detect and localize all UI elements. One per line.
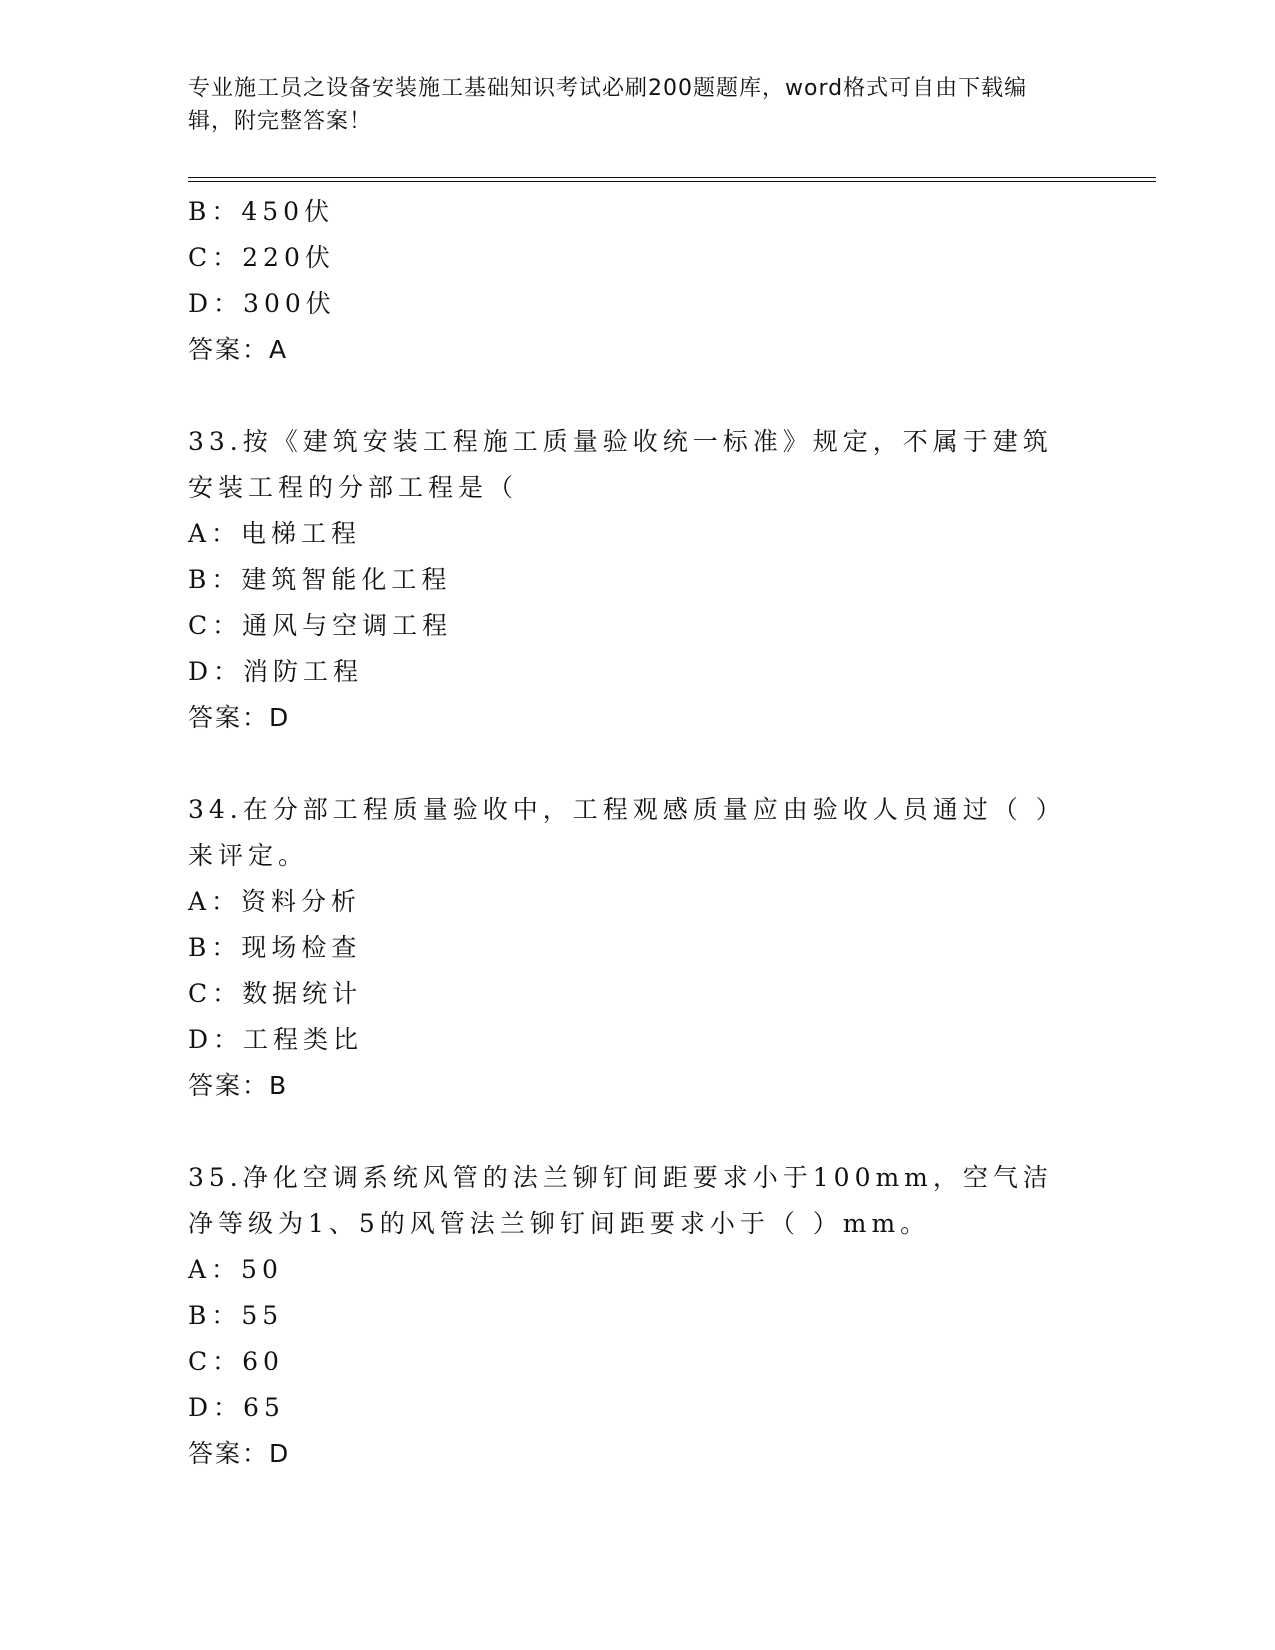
q32-answer: 答案：A [188, 335, 289, 364]
q34-option-c: C：数据统计 [188, 979, 363, 1008]
q33-question: 33.按《建筑安装工程施工质量验收统一标准》规定，不属于建筑安装工程的分部工程是（ [188, 427, 1053, 502]
q33-option-d: D：消防工程 [188, 657, 364, 686]
q34-option-b: B：现场检查 [188, 933, 362, 962]
q32-option-d: D：300伏 [188, 289, 336, 318]
q35-option-c: C：60 [188, 1347, 284, 1376]
q35-option-a: A：50 [188, 1255, 283, 1284]
spacer [188, 373, 1068, 419]
q33-option-c: C：通风与空调工程 [188, 611, 453, 640]
q35-question: 35.净化空调系统风管的法兰铆钉间距要求小于100mm，空气洁净等级为1、5的风管法兰铆钉间距要求小于（ ）mm。 [188, 1163, 1053, 1238]
document-page [188, 0, 1156, 1650]
q34-question: 34.在分部工程质量验收中，工程观感质量应由验收人员通过（ ）来评定。 [188, 795, 1066, 870]
q35-answer: 答案：D [188, 1439, 291, 1468]
q32-option-b: B：450伏 [188, 197, 335, 226]
document-header: 专业施工员之设备安装施工基础知识考试必刷200题题库，word格式可自由下载编辑，附完整答案！ [188, 76, 1028, 134]
q33-answer: 答案：D [188, 703, 291, 732]
header-divider [188, 177, 1156, 182]
q35-option-b: B：55 [188, 1301, 284, 1330]
q32-option-c: C：220伏 [188, 243, 335, 272]
q35-option-d: D：65 [188, 1393, 285, 1422]
q34-option-d: D：工程类比 [188, 1025, 364, 1054]
q33-option-a: A：电梯工程 [188, 519, 362, 548]
spacer [188, 1109, 1068, 1155]
document-content [188, 189, 1068, 1477]
q34-answer: 答案：B [188, 1071, 289, 1100]
spacer [188, 741, 1068, 787]
q34-option-a: A：资料分析 [188, 887, 362, 916]
q33-option-b: B：建筑智能化工程 [188, 565, 452, 594]
